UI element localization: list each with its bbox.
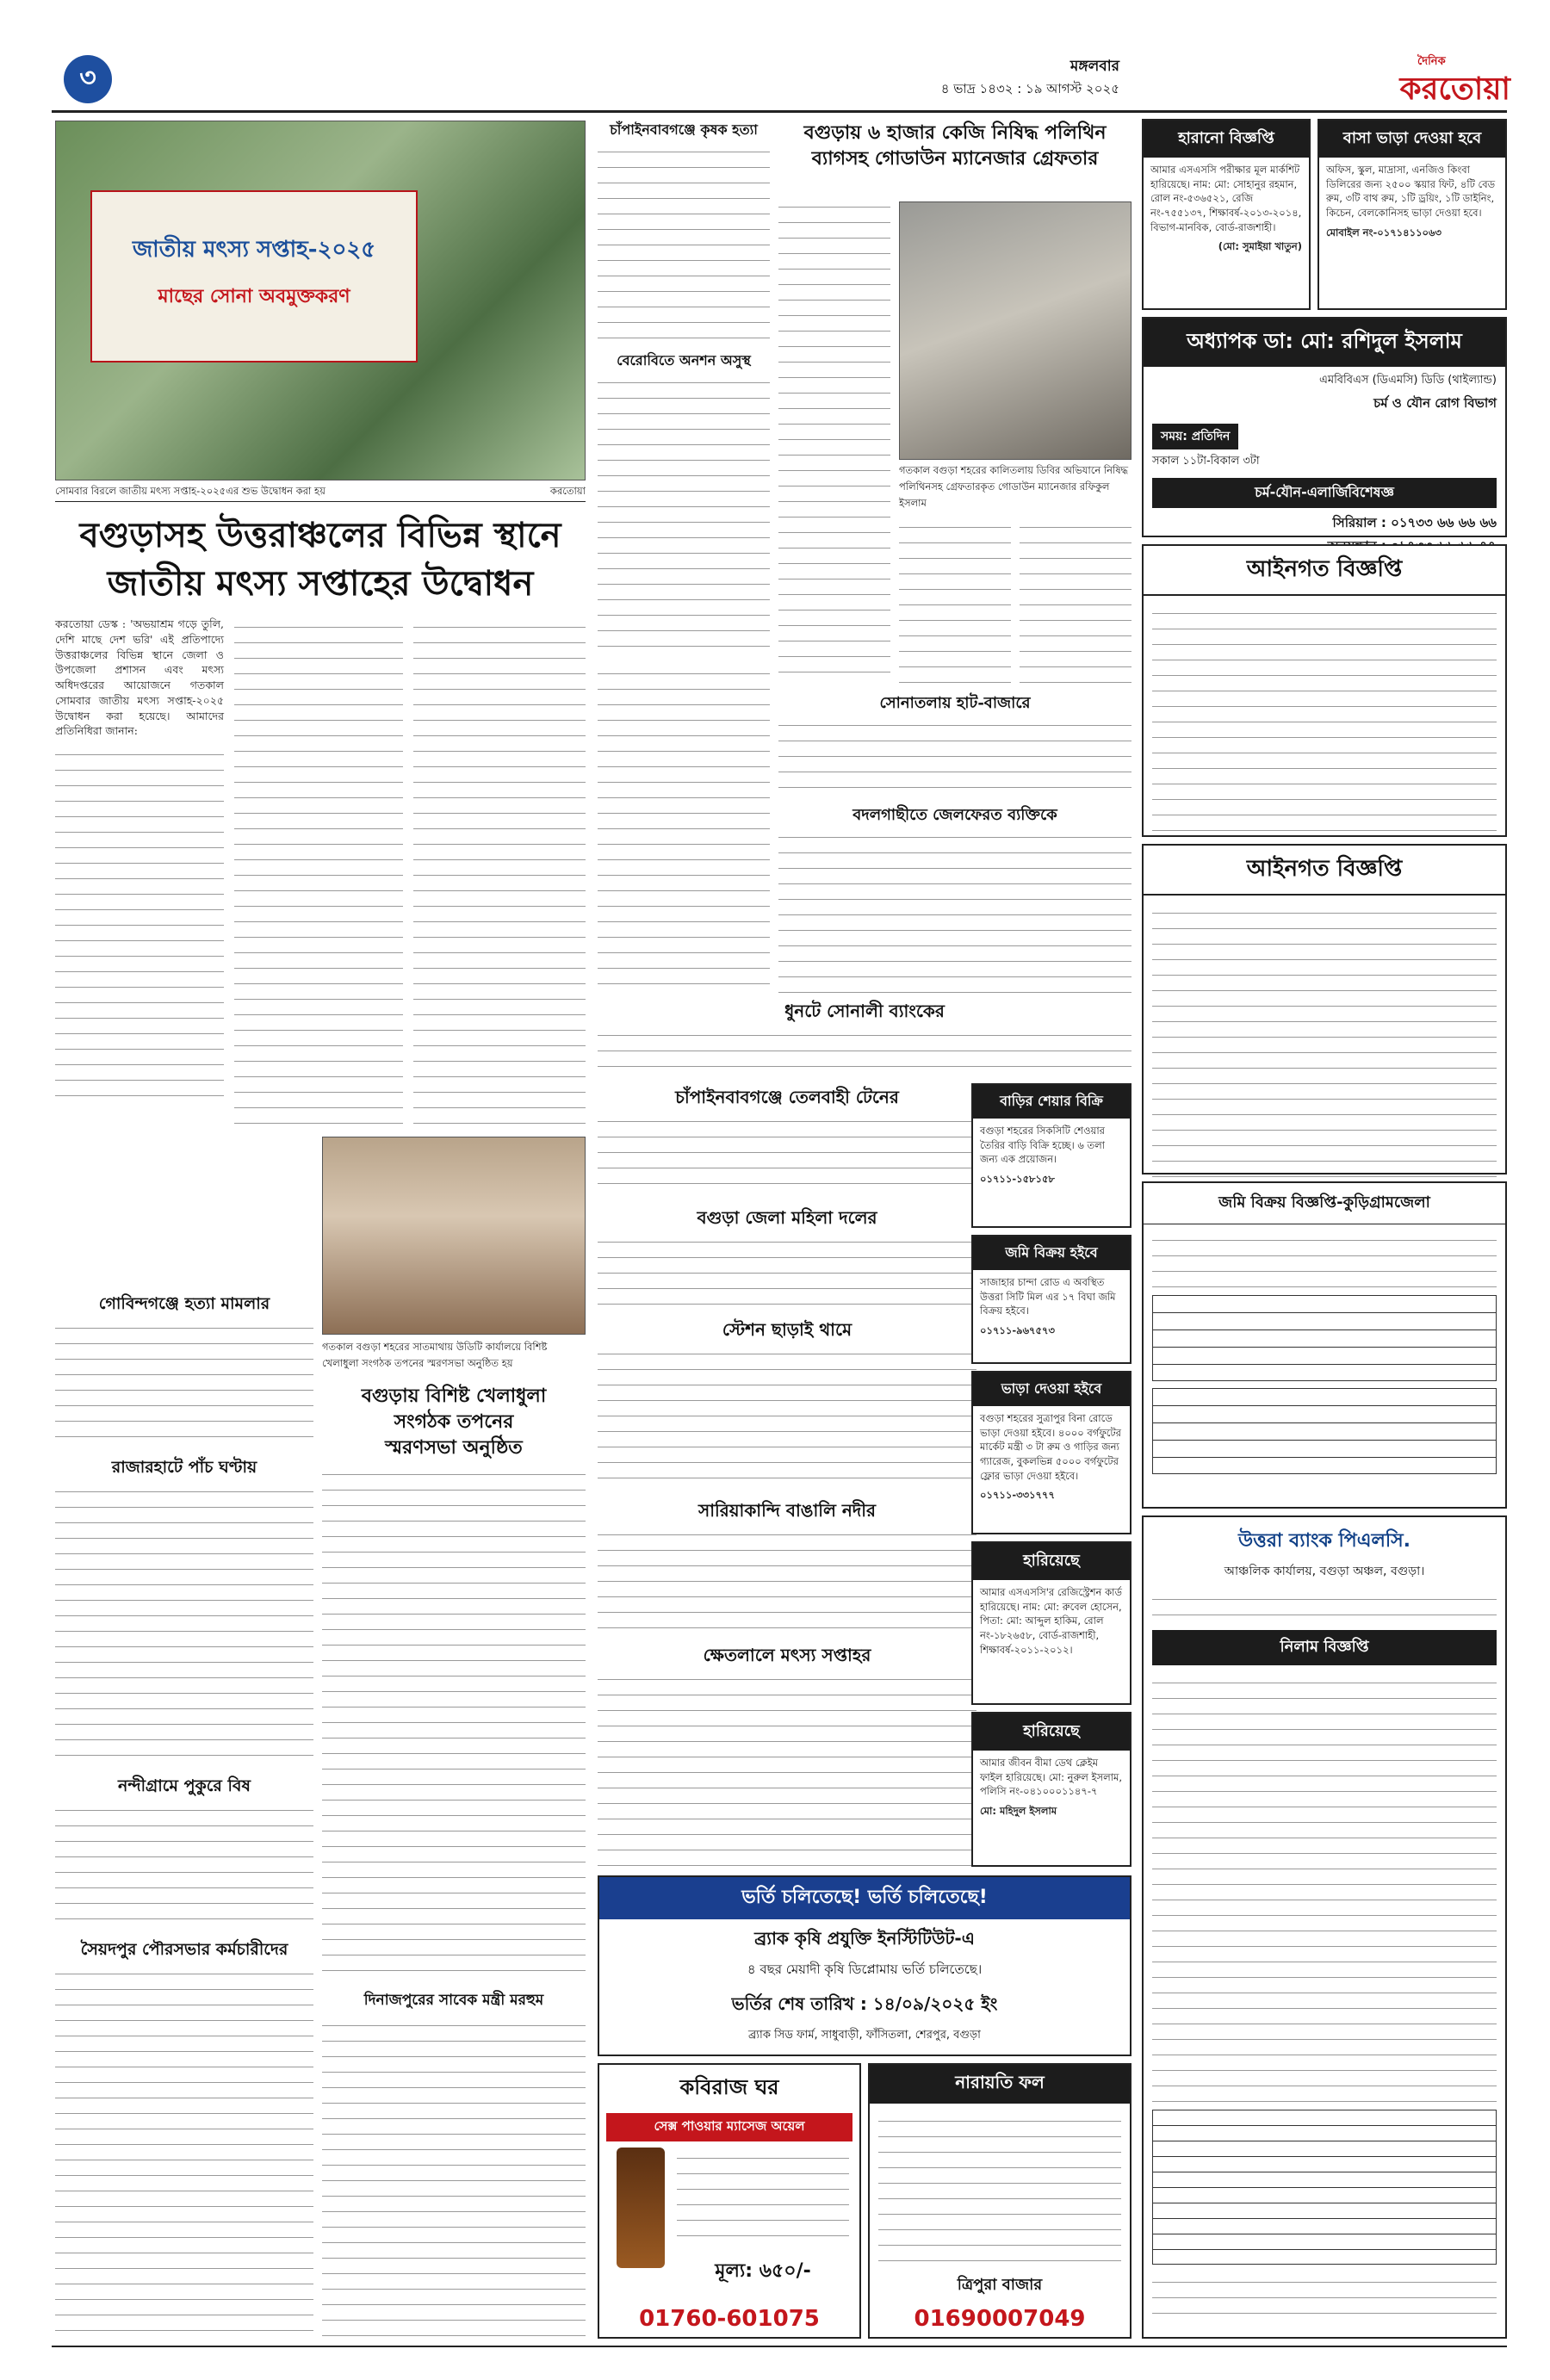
nilam-footer: [1152, 2272, 1497, 2323]
rajarhat-headline: রাজারহাটে পাঁচ ঘণ্টায়: [111, 1458, 257, 1477]
lead-photo: [55, 121, 586, 480]
dhunat-body: [598, 1025, 1132, 1082]
saidpur-body: [55, 1963, 313, 2342]
lost-ad-1: [971, 1541, 1132, 1705]
player-headline-2: সংগঠক তপনের: [394, 1410, 514, 1433]
share-sale-ad: [971, 1083, 1132, 1228]
khetlal-body: [598, 1669, 976, 1867]
player-headline-1: বগুড়ায় বিশিষ্ট খেলাধুলা: [361, 1385, 547, 1407]
paper-small-name: দৈনিক: [1417, 55, 1446, 68]
legal-notice-1-title: আইনগত বিজ্ঞপ্তি: [1144, 546, 1505, 596]
masthead-date: ৪ ভাদ্র ১৪৩২ : ১৯ আগস্ট ২০২৫: [940, 81, 1119, 96]
lost-ad-1-text: আমার এসএসসি'র রেজিস্ট্রেশন কার্ড হারিয়েছে। নাম: মো: রুবেল হোসেন, পিতা: মো: আব্দুল হাকিম, রোল নং-১৮২৬৫৮, বোর্ড-রাজশাহী, শিক্ষাবর্ষ-২০১১-২০১২।: [980, 1586, 1122, 1656]
nandigram-headline: নন্দীগ্রামে পুকুরে বিষ: [118, 1776, 251, 1795]
dhunat-headline: ধুনটে সোনালী ব্যাংকের: [784, 1001, 945, 1021]
tripura-ad: [868, 2063, 1132, 2339]
bodolgachi-headline: বদলগাছীতে জেলফেরত ব্যক্তিকে: [852, 806, 1057, 824]
legal-notice-2-body: [1152, 902, 1497, 1178]
station-headline: স্টেশন ছাড়াই থামে: [722, 1319, 852, 1340]
lead-headline-1: বগুড়াসহ উত্তরাঞ্চলের বিভিন্ন স্থানে: [79, 515, 561, 555]
land-notice-body: [1152, 1230, 1497, 1290]
sariakandi-body: [598, 1524, 976, 1636]
doctor-ad: [1142, 317, 1507, 537]
share-sale-phone: ০১৭১১-১৫৮১৫৮: [980, 1173, 1055, 1186]
house-rent-phone: মোবাইল নং-০১৭১৪১১০৬৩: [1326, 226, 1442, 239]
kabiraj-product: সেক্স পাওয়ার ম্যাসেজ অয়েল: [606, 2113, 852, 2141]
polythene-body-3: [1020, 517, 1132, 689]
kabiraj-title: কবিরাজ ঘর: [679, 2075, 779, 2099]
land-sale-title: জমি বিক্রয় হইবে: [973, 1236, 1130, 1270]
kabiraj-ad: [598, 2063, 861, 2339]
share-sale-title: বাড়ির শেয়ার বিক্রি: [973, 1085, 1130, 1119]
bodolgachi-body: [778, 827, 1132, 999]
masthead-day: মঙ্গলবার: [1070, 58, 1119, 75]
beroibete-body: [598, 372, 770, 656]
polythene-headline: বগুড়ায় ৬ হাজার কেজি নিষিদ্ধ পলিথিন ব্যাগসহ গোডাউন ম্যানেজার গ্রেফতার: [803, 121, 1107, 170]
gobindaganj-headline: গোবিন্দগঞ্জে হত্যা মামলার: [98, 1294, 270, 1313]
land-sale-ad: [971, 1235, 1132, 1364]
vara-text: বগুড়া শহরের সুত্রাপুর বিনা রোডে ভাড়া দেওয়া হইবে। ৪০০০ বর্গফুটের মার্কেট মন্ত্রী ৩ টা রুম ও গাড়ির জন্য গ্যারেজ, বুকলভিন্ন ৫০০০ বর্গফুটের ফ্লোর ভাড়া দেওয়া হইবে।: [980, 1412, 1121, 1482]
admission-address: ব্র্যাক সিড ফার্ম, সাধুবাড়ী, ফাঁসিতলা, শেরপুর, বগুড়া: [748, 2029, 981, 2042]
doctor-serial: সিরিয়াল : ০১৭৩৩ ৬৬ ৬৬ ৬৬: [1332, 515, 1497, 530]
caption-credit: করতোয়া: [549, 485, 586, 497]
legal-notice-1-body: [1152, 603, 1497, 844]
bank-name: উত্তরা ব্যাংক পিএলসি.: [1237, 1530, 1411, 1552]
tripura-phone: 01690007049: [914, 2306, 1086, 2332]
share-sale-text: বগুড়া শহরের সিকসিটি শেওয়ার তৈরির বাড়ি বিক্রি হচ্ছে। ৬ তলা জন্য এক প্রয়োজন।: [980, 1125, 1106, 1166]
vara-title: ভাড়া দেওয়া হইবে: [973, 1373, 1130, 1406]
lost-notice-text: আমার এসএসসি পরীক্ষার মূল মার্কশিট হারিয়েছে। নাম: মো: সোহানুর রহমান, রোল নং-৫৩৬৫২১, রেজি নং-৭৫৫১৩৭, শিক্ষাবর্ষ-২০১৩-২০১৪, বিভাগ-মানবিক, বোর্ড-রাজশাহী।: [1150, 164, 1302, 233]
lost-notice-sign: (মো: সুমাইয়া খাতুন): [1218, 240, 1302, 253]
lead-photo-caption: সোমবার বিরলে জাতীয় মৎস্য সপ্তাহ-২০২৫এর শুভ উদ্বোধন করা হয় করতোয়া: [55, 484, 586, 500]
player-caption: গতকাল বগুড়া শহরের সাতমাথায় উডিটি কার্যালয়ে বিশিষ্ট খেলাধুলা সংগঠক তপনের স্মরণসভা অনুষ্ঠিত হয়: [322, 1341, 548, 1369]
chapai-tel-body: [598, 1111, 976, 1197]
lead-dateline: করতোয়া ডেস্ক : 'অভয়াশ্রম গড়ে তুলি, দেশি মাছে দেশ ভরি' এই প্রতিপাদ্যে উত্তরাঞ্চলের বিভিন্ন স্থানে জেলা ও উপজেলা প্রশাসন এবং মৎস্য অধিদপ্তরের আয়োজনে গতকাল সোমবার জাতীয় মৎস্য সপ্তাহ-২০২৫ উদ্বোধন করা হয়েছে। আমাদের প্রতিনিধিরা জানান:: [55, 617, 224, 738]
kabiraj-price: মূল্য: ৬৫০/-: [715, 2260, 811, 2282]
dinajpur-body: [322, 2015, 586, 2342]
masthead-rule: [52, 110, 1507, 113]
doctor-schedule: সকাল ১১টা-বিকাল ৩টা: [1152, 455, 1260, 468]
doctor-specialty: চর্ম-যৌন-এলার্জিবিশেষজ্ঞ: [1152, 478, 1497, 508]
lead-headline-2: জাতীয় মৎস্য সপ্তাহের উদ্বোধন: [107, 563, 534, 604]
land-sale-text: সাজাহার চান্দা রোড এ অবস্থিত উত্তরা সিটি মিল এর ১৭ বিঘা জমি বিক্রয় হইবে।: [980, 1276, 1116, 1317]
polythene-caption: গতকাল বগুড়া শহরের কালিতলায় ডিবির অভিযানে নিষিদ্ধ পলিথিনসহ গ্রেফতারকৃত গোডাউন ম্যানেজার রফিকুল ইসলাম: [899, 464, 1129, 509]
bank-intro: [1152, 1589, 1497, 1623]
sonatola-headline: সোনাতলায় হাট-বাজারে: [879, 694, 1031, 712]
lost-ad-2: [971, 1712, 1132, 1867]
masthead: [52, 53, 1510, 107]
middle-story-body: [598, 663, 770, 990]
uttara-bank-ad: [1142, 1515, 1507, 2339]
lead-body-lines: [55, 744, 224, 1106]
lost-notice-title: হারানো বিজ্ঞপ্তি: [1144, 121, 1309, 158]
house-rent-ad: [1318, 119, 1507, 310]
divider: [55, 501, 586, 502]
admission-ad: [598, 1875, 1132, 2056]
polythene-body-1: [778, 196, 890, 687]
tripura-name: ত্রিপুরা বাজার: [957, 2276, 1043, 2294]
tripura-body: [878, 2110, 1121, 2265]
bank-office: আঞ্চলিক কার্যালয়, বগুড়া অঞ্চল, বগুড়া।: [1224, 1565, 1425, 1578]
mahila-body: [598, 1231, 976, 1309]
vara-phone: ০১৭১১-৩৩১৭৭৭: [980, 1489, 1055, 1502]
legal-notice-2: [1142, 844, 1507, 1175]
land-notice-table-1: [1152, 1295, 1497, 1381]
nandigram-body: [55, 1800, 313, 1929]
nilam-title: নিলাম বিজ্ঞপ্তি: [1152, 1630, 1497, 1665]
page-number-badge: [64, 55, 112, 103]
polythene-photo: [899, 201, 1132, 460]
saidpur-headline: সৈয়দপুর পৌরসভার কর্মচারীদের: [80, 1940, 288, 1959]
lost-ad-1-title: হারিয়েছে: [973, 1543, 1130, 1580]
chapai-farmer-headline: চাঁপাইনবাবগঞ্জে কৃষক হত্যা: [610, 121, 758, 138]
footer-rule: [52, 2346, 1507, 2347]
station-body: [598, 1343, 976, 1490]
nilam-body: [1152, 1672, 1497, 2103]
land-sale-phone: ০১৭১১-৯৬৭৫৭৩: [980, 1324, 1055, 1337]
lost-ad-2-text: আমার জীবন বীমা ডেথ ক্লেইম ফাইল হারিয়েছে। মো: নুরুল ইসলাম, পলিসি নং-০৪১০০০১১৪৭-৭: [980, 1757, 1123, 1798]
chapai-farmer-body: [598, 141, 770, 344]
gobindaganj-body: [55, 1317, 313, 1447]
kabiraj-phone: 01760-601075: [639, 2306, 820, 2332]
admission-course: ৪ বছর মেয়াদী কৃষি ডিপ্লোমায় ভর্তি চলিতেছে।: [747, 1962, 983, 1977]
sariakandi-headline: সারিয়াকান্দি বাঙালি নদীর: [698, 1500, 876, 1521]
legal-notice-1: [1142, 544, 1507, 837]
beroibete-headline: বেরোবিতে অনশন অসুস্থ: [617, 352, 751, 369]
paper-logo: করতোয়া: [1399, 71, 1510, 107]
lead-body-col-2: [234, 617, 403, 1133]
kabiraj-body: [677, 2148, 849, 2251]
legal-notice-2-title: আইনগত বিজ্ঞপ্তি: [1144, 846, 1505, 896]
khetlal-headline: ক্ষেতলালে মৎস্য সপ্তাহর: [703, 1645, 871, 1665]
doctor-degree: এমবিবিএস (ডিএমসি) ডিডি (থাইল্যান্ড): [1318, 374, 1497, 387]
land-notice-kurigram: [1142, 1181, 1507, 1509]
lead-body-col-3: [413, 617, 586, 1133]
nilam-table: [1152, 2110, 1497, 2265]
land-notice-table-2: [1152, 1388, 1497, 1474]
doctor-department: চর্ম ও যৌন রোগ বিভাগ: [1373, 395, 1497, 411]
banner-title: জাতীয় মৎস্য সপ্তাহ-২০২৫: [132, 237, 376, 263]
house-rent-title: বাসা ভাড়া দেওয়া হবে: [1319, 121, 1505, 158]
polythene-body-2: [899, 517, 1011, 689]
doctor-schedule-label: সময়: প্রতিদিন: [1152, 424, 1238, 449]
lost-ad-2-sign: মো: মহিদুল ইসলাম: [980, 1805, 1057, 1818]
admission-title: ভর্তি চলিতেছে! ভর্তি চলিতেছে!: [599, 1877, 1130, 1919]
page-number: ৩: [79, 63, 96, 93]
banner: [90, 190, 418, 363]
oil-bottle: [617, 2148, 665, 2268]
house-rent-text: অফিস, স্কুল, মাদ্রাসা, এনজিও কিংবা ডিলিরের জন্য ২৫০০ স্কয়ার ফিট, ৪টি বেড রুম, ৩টি বাথ রুম, ১টি ড্রয়িং, ১টি ডাইনিং, কিচেন, বেলকোনিসহ ভাড়া দেওয়া হবে।: [1326, 164, 1496, 220]
sonatola-body: [778, 715, 1132, 801]
rajarhat-body: [55, 1481, 313, 1765]
lost-notice-ad: [1142, 119, 1311, 310]
dinajpur-headline: দিনাজপুরের সাবেক মন্ত্রী মরহুম: [363, 1992, 544, 2009]
tripura-title: নারায়তি ফল: [870, 2065, 1130, 2104]
land-notice-title: জমি বিক্রয় বিজ্ঞপ্তি-কুড়িগ্রামজেলা: [1144, 1183, 1505, 1224]
vara-ad: [971, 1371, 1132, 1534]
chapai-tel-headline: চাঁপাইনবাবগঞ্জে তেলবাহী টেনের: [675, 1087, 899, 1107]
admission-institute: ব্র্যাক কৃষি প্রযুক্তি ইনস্টিটিউট-এ: [754, 1928, 975, 1949]
banner-subtitle: মাছের সোনা অবমুক্তকরণ: [158, 285, 350, 307]
admission-deadline: ভর্তির শেষ তারিখ : ১৪/০৯/২০২৫ ইং: [731, 1993, 998, 2014]
doctor-name: অধ্যাপক ডা: মো: রশিদুল ইসলাম: [1144, 319, 1505, 367]
mahila-headline: বগুড়া জেলা মহিলা দলের: [697, 1207, 877, 1228]
player-photo: [322, 1137, 586, 1335]
lost-ad-2-title: হারিয়েছে: [973, 1714, 1130, 1751]
lead-body-col-1: [55, 617, 224, 1133]
player-headline-3: স্মরণসভা অনুষ্ঠিত: [385, 1436, 523, 1459]
player-body: [322, 1464, 586, 1980]
